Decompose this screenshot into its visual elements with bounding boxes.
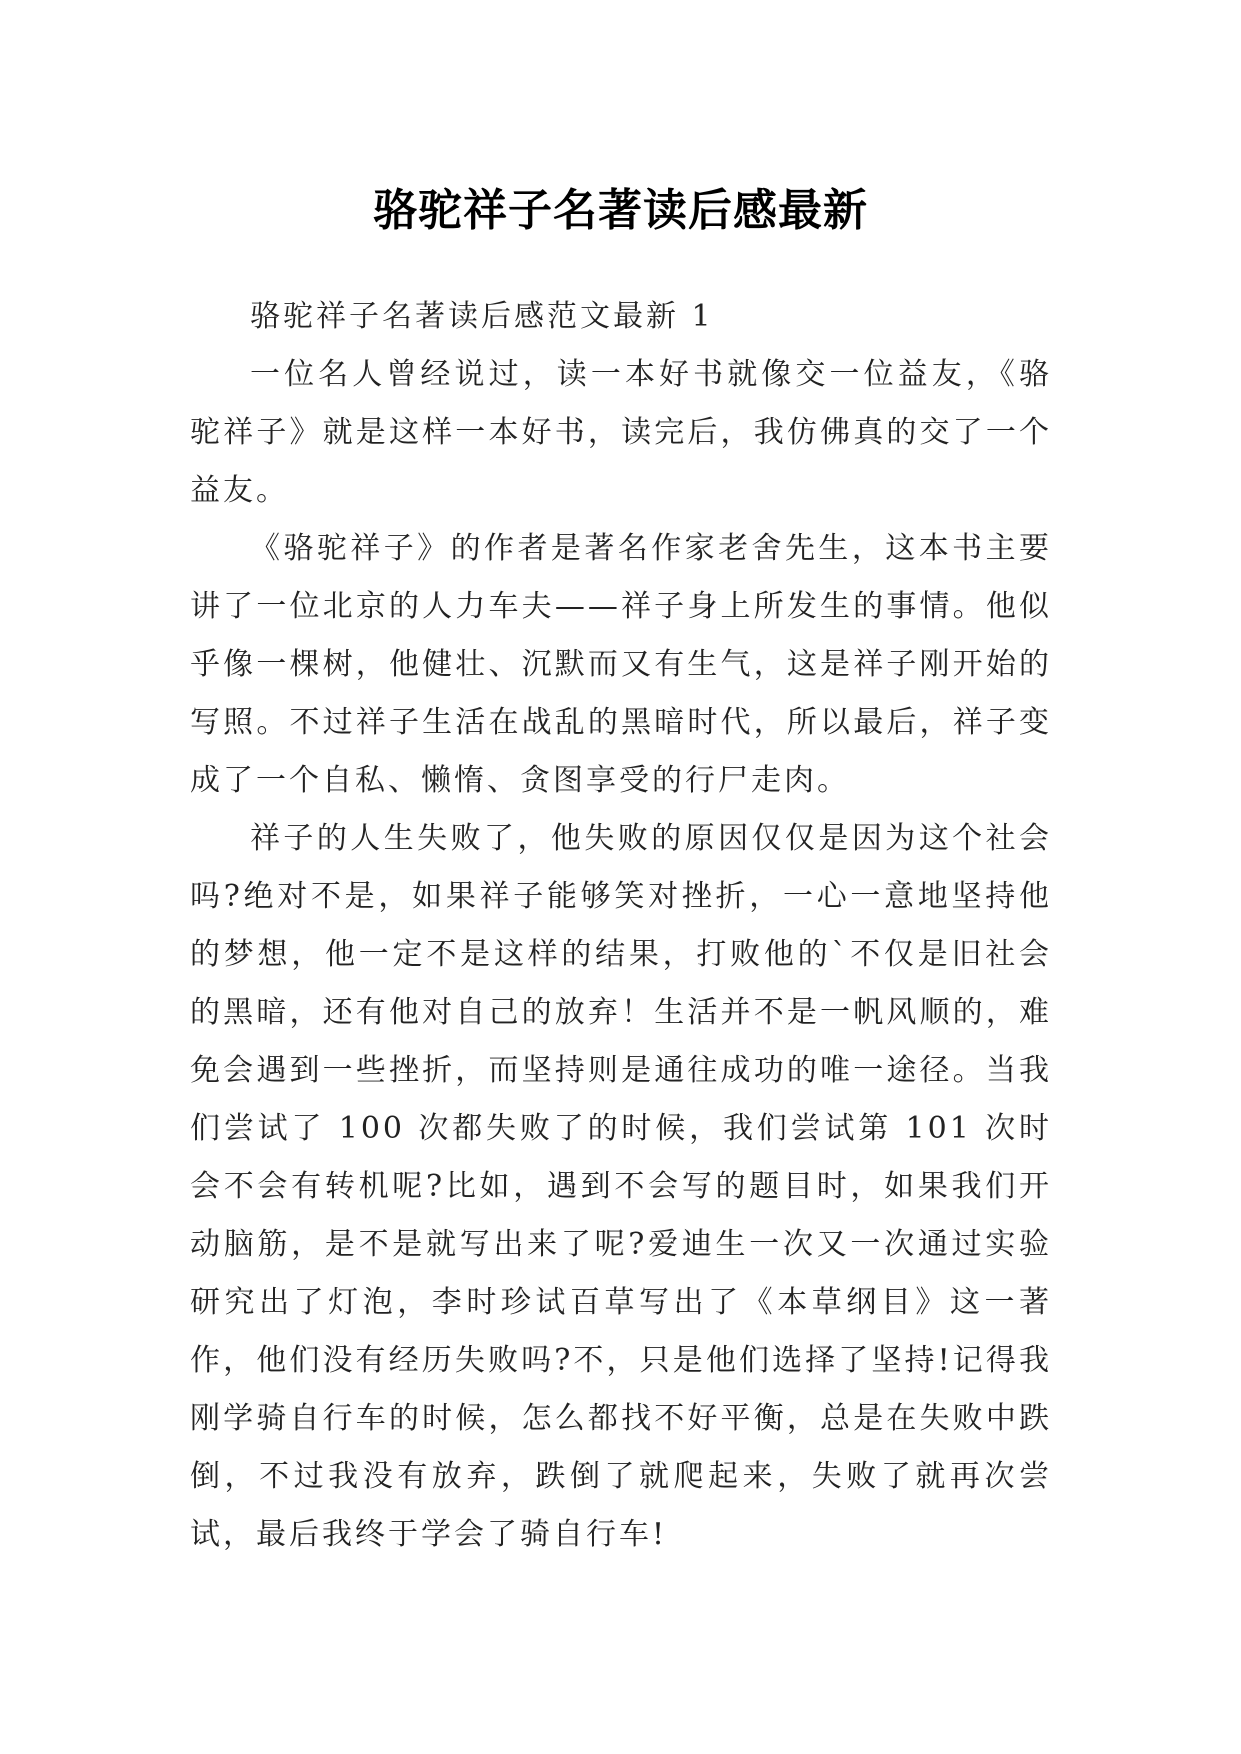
paragraph: 一位名人曾经说过，读一本好书就像交一位益友，《骆驼祥子》就是这样一本好书，读完后，我仿佛真的交了一个益友。 [190,357,1052,508]
paragraph: 《骆驼祥子》的作者是著名作家老舍先生，这本书主要讲了一位北京的人力车夫——祥子身上所发生的事情。他似乎像一棵树，他健壮、沉默而又有生气，这是祥子刚开始的写照。不过祥子生活在战乱的黑暗时代，所以最后，祥子变成了一个自私、懒惰、贪图享受的行尸走肉。 [190,531,1052,798]
document-body [190,288,1052,1564]
section-heading: 骆驼祥子名著读后感范文最新 1 [250,299,714,334]
document-title: 骆驼祥子名著读后感最新 [373,185,868,237]
paragraph: 祥子的人生失败了，他失败的原因仅仅是因为这个社会吗?绝对不是，如果祥子能够笑对挫折，一心一意地坚持他的梦想，他一定不是这样的结果，打败他的`不仅是旧社会的黑暗，还有他对自己的放弃！生活并不是一帆风顺的，难免会遇到一些挫折，而坚持则是通往成功的唯一途径。当我们尝试了 100 次都失败了的时候，我们尝试第 101 次时会不会有转机呢?比如，遇到不会写的题目时，如果我们开动脑筋，是不是就写出来了呢?爱迪生一次又一次通过实验研究出了灯泡，李时珍试百草写出了《本草纲目》这一著作，他们没有经历失败吗?不，只是他们选择了坚持!记得我刚学骑自行车的时候，怎么都找不好平衡，总是在失败中跌倒，不过我没有放弃，跌倒了就爬起来，失败了就再次尝试，最后我终于学会了骑自行车! [190,821,1052,1552]
